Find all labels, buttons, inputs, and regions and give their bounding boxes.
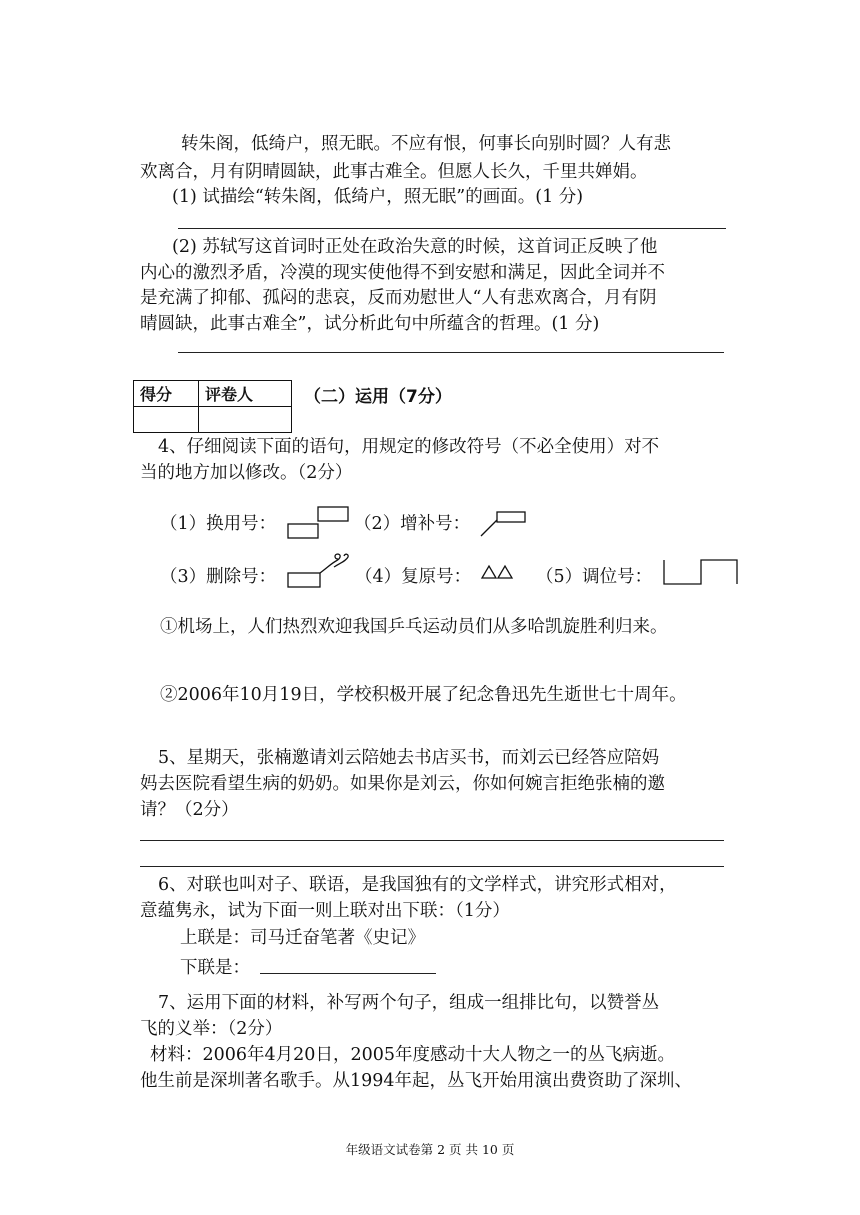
poem-line-2: 欢离合，月有阴晴圆缺，此事古难全。但愿人长久，千里共婵娟。 xyxy=(140,162,648,182)
material-line-1: 材料：2006年4月20日，2005年度感动十大人物之一的丛飞病逝。 xyxy=(150,1045,675,1065)
question-2-line-4: 晴圆缺，此事古难全”，试分析此句中所蕴含的哲理。(1 分) xyxy=(140,314,600,334)
sentence-2: ②2006年10月19日，学校积极开展了纪念鲁迅先生逝世七十周年。 xyxy=(160,685,687,705)
question-7-line-2: 飞的义举：（2分） xyxy=(140,1019,283,1039)
answer-line-2[interactable] xyxy=(178,352,724,353)
symbol-1-label: （1）换用号： xyxy=(160,514,277,534)
lower-couplet-answer-line[interactable] xyxy=(260,973,436,974)
symbol-5-label: （5）调位号： xyxy=(536,567,653,587)
answer-line-1[interactable] xyxy=(178,228,726,229)
section-title: （二）运用（7分） xyxy=(304,387,452,407)
answer-line-5b[interactable] xyxy=(140,866,724,867)
symbol-3-label: （3）删除号： xyxy=(160,567,277,587)
grader-cell[interactable] xyxy=(199,407,292,433)
symbol-2-label: （2）增补号： xyxy=(354,514,471,534)
question-7-line-1: 7、运用下面的材料，补写两个句子，组成一组排比句，以赞誉丛 xyxy=(158,993,660,1013)
transpose-symbol-icon xyxy=(661,558,741,588)
question-2-line-3: 是充满了抑郁、孤闷的悲哀，反而劝慰世人“人有悲欢离合，月有阴 xyxy=(140,288,657,308)
question-4-line-1: 4、仔细阅读下面的语句，用规定的修改符号（不必全使用）对不 xyxy=(158,437,660,457)
symbol-4-label: （4）复原号： xyxy=(355,567,472,587)
score-header: 得分 xyxy=(134,381,199,407)
question-1: (1) 试描绘“转朱阁，低绮户，照无眠”的画面。(1 分) xyxy=(172,187,584,207)
question-4-line-2: 当的地方加以修改。（2分） xyxy=(140,463,353,483)
page-footer: 年级语文试卷第 2 页 共 10 页 xyxy=(345,1142,515,1157)
lower-couplet-label: 下联是： xyxy=(180,958,250,978)
material-line-2: 他生前是深圳著名歌手。从1994年起，丛飞开始用演出费资助了深圳、 xyxy=(140,1071,693,1091)
question-2-line-1: (2) 苏轼写这首词时正处在政治失意的时候，这首词正反映了他 xyxy=(172,237,658,257)
sentence-1: ①机场上，人们热烈欢迎我国乒乓运动员们从多哈凯旋胜利归来。 xyxy=(160,617,668,637)
restore-symbol-icon xyxy=(480,563,516,581)
insert-symbol-icon xyxy=(479,508,529,538)
question-2-line-2: 内心的激烈矛盾，冷漠的现实使他得不到安慰和满足，因此全词并不 xyxy=(140,263,665,283)
score-cell[interactable] xyxy=(134,407,199,433)
question-5-line-1: 5、星期天，张楠邀请刘云陪她去书店买书，而刘云已经答应陪妈 xyxy=(158,748,660,768)
grader-header: 评卷人 xyxy=(199,381,292,407)
answer-line-5a[interactable] xyxy=(140,840,724,841)
score-box xyxy=(133,380,292,433)
question-5-line-2: 妈去医院看望生病的奶奶。如果你是刘云，你如何婉言拒绝张楠的邀 xyxy=(140,774,665,794)
poem-line-1: 转朱阁，低绮户，照无眠。不应有恨，何事长向别时圆？人有悲 xyxy=(181,134,671,154)
upper-couplet: 上联是：司马迁奋笔著《史记》 xyxy=(180,928,425,948)
replace-symbol-icon xyxy=(286,505,350,541)
question-5-line-3: 请？（2分） xyxy=(140,800,239,820)
question-6-line-2: 意蕴隽永，试为下面一则上联对出下联：（1分） xyxy=(140,901,510,921)
question-6-line-1: 6、对联也叫对子、联语，是我国独有的文学样式，讲究形式相对， xyxy=(158,875,677,895)
delete-symbol-icon xyxy=(286,551,354,591)
